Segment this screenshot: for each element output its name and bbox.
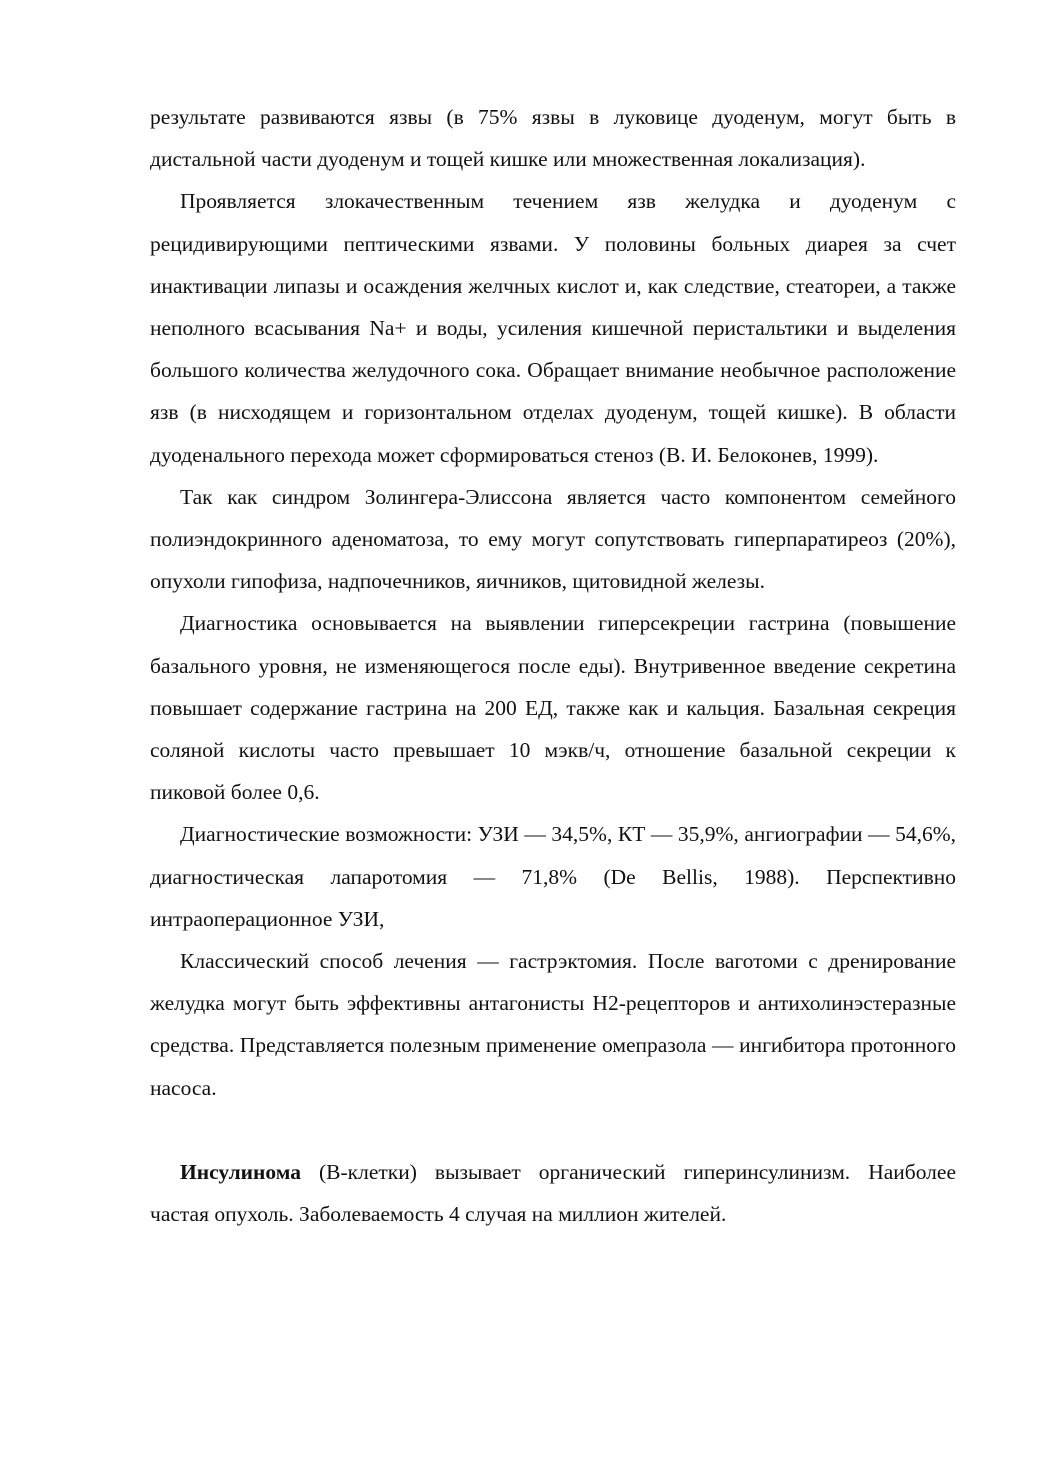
paragraph-insulinoma bbox=[150, 1151, 956, 1235]
paragraph-diagnostics: Диагностика основывается на выявлении гиперсекреции гастрина (повышение базального уровня, не изменяющегося после еды). Внутривенное введение секретина повышает содержание гастрина на 200 ЕД, также как и кальция. Базальная секреция соляной кислоты часто превышает 10 мэкв/ч, отношение базальной секреции к пиковой более 0,6. bbox=[150, 611, 956, 805]
paragraph-associated-conditions: Так как синдром Золингера-Элиссона является часто компонентом семейного полиэндокринного аденоматоза, то ему могут сопутствовать гиперпаратиреоз (20%), опухоли гипофиза, надпочечников, яичников, щитовидной железы. bbox=[150, 484, 956, 594]
insulinoma-description: (В-клетки) вызывает органический гиперинсулинизм. Наиболее частая опухоль. Заболеваемость 4 случая на миллион жителей. bbox=[150, 1160, 956, 1227]
document-body bbox=[150, 96, 956, 1235]
insulinoma-term: Инсулинома bbox=[180, 1160, 302, 1185]
paragraph-treatment: Классический способ лечения — гастрэктомия. После ваготоми с дренирование желудка могут быть эффективны антагонисты Н2-рецепторов и антихолинэстеразные средства. Представляется полезным применение омепразола — ингибитора протонного насоса. bbox=[150, 949, 956, 1100]
paragraph-ulcer-localization: результате развиваются язвы (в 75% язвы в луковице дуоденум, могут быть в дистальной части дуоденум и тощей кишке или множественная локализация). bbox=[150, 105, 956, 172]
paragraph-clinical-course: Проявляется злокачественным течением язв желудка и дуоденум с рецидивирующими пептическими язвами. У половины больных диарея за счет инактивации липазы и осаждения желчных кислот и, как следствие, стеатореи, а также неполного всасывания Na+ и воды, усиления кишечной перистальтики и выделения большого количества желудочного сока. Обращает внимание необычное расположение язв (в нисходящем и горизонтальном отделах дуоденум, тощей кишке). В области дуоденального перехода может сформироваться стеноз (В. И. Белоконев, 1999). bbox=[150, 189, 956, 467]
paragraph-diagnostic-capabilities: Диагностические возможности: УЗИ — 34,5%, КТ — 35,9%, ангиографии — 54,6%, диагностическая лапаротомия — 71,8% (De Bellis, 1988). Перспективно интраоперационное УЗИ, bbox=[150, 822, 956, 931]
blank-line bbox=[150, 1109, 956, 1151]
